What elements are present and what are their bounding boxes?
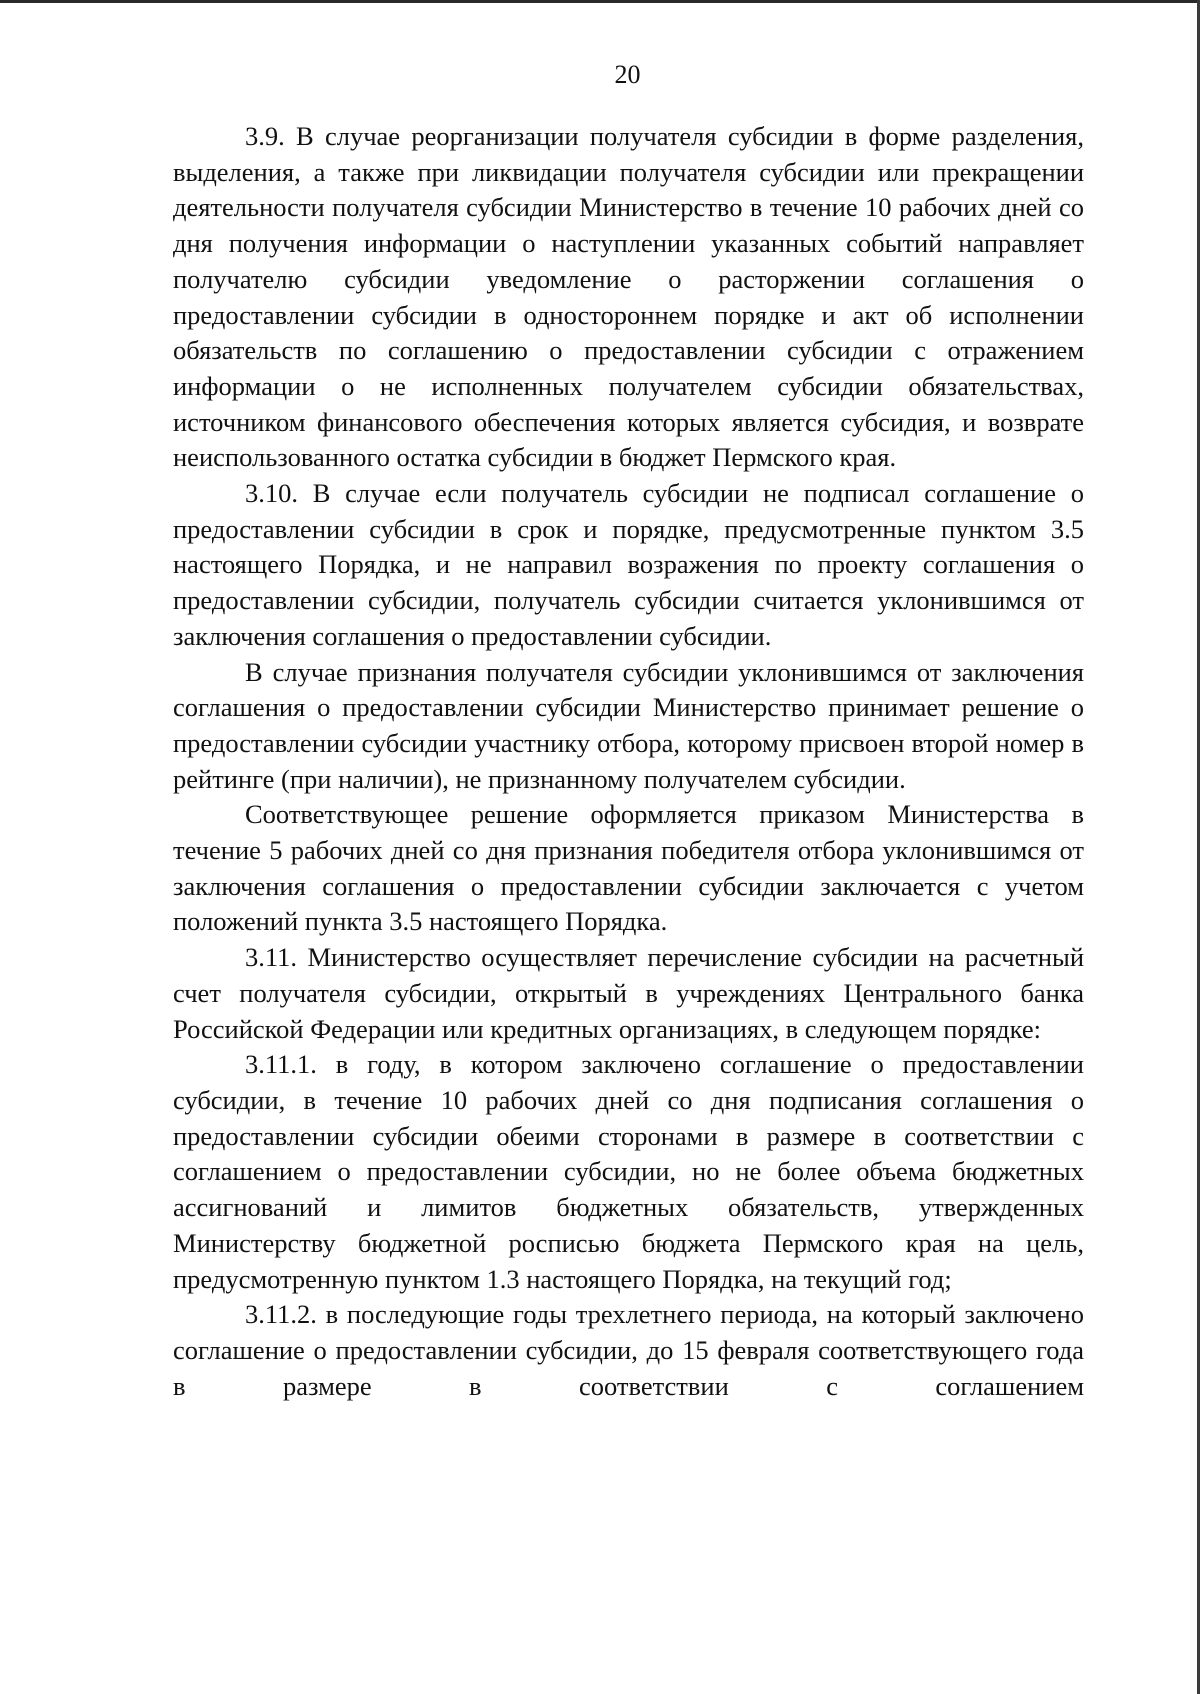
document-body [173,119,1084,1404]
paragraph-3-10-decision: Соответствующее решение оформляется приказом Министерства в течение 5 рабочих дней со дня признания победителя отбора уклонившимся от заключения соглашения о предоставлении субсидии заключается с учетом положений пункта 3.5 настоящего Порядка. [173,799,1084,937]
paragraph-3-11-1: 3.11.1. в году, в котором заключено соглашение о предоставлении субсидии, в течение 10 рабочих дней со дня подписания соглашения о предоставлении субсидии обеими сторонами в размере в соответствии с соглашением о предоставлении субсидии, но не более объема бюджетных ассигнований и лимитов бюджетных обязательств, утвержденных Министерству бюджетной росписью бюджета Пермского края на цель, предусмотренную пунктом 1.3 настоящего Порядка, на текущий год; [173,1049,1084,1294]
paragraph-3-10-refusal: В случае признания получателя субсидии уклонившимся от заключения соглашения о предоставлении субсидии Министерство принимает решение о предоставлении субсидии участнику отбора, которому присвоен второй номер в рейтинге (при наличии), не признанному получателем субсидии. [173,656,1084,794]
paragraph-3-11: 3.11. Министерство осуществляет перечисление субсидии на расчетный счет получателя субсидии, открытый в учреждениях Центрального банка Российской Федерации или кредитных организациях, в следующем порядке: [173,942,1084,1044]
paragraph-3-10: 3.10. В случае если получатель субсидии не подписал соглашение о предоставлении субсидии в срок и порядке, предусмотренные пунктом 3.5 настоящего Порядка, и не направил возражения по проекту соглашения о предоставлении субсидии, получатель субсидии считается уклонившимся от заключения соглашения о предоставлении субсидии. [173,478,1084,651]
paragraph-3-9: 3.9. В случае реорганизации получателя субсидии в форме разделения, выделения, а также при ликвидации получателя субсидии или прекращении деятельности получателя субсидии Министерство в течение 10 рабочих дней со дня получения информации о наступлении указанных событий направляет получателю субсидии уведомление о расторжении соглашения о предоставлении субсидии в одностороннем порядке и акт об исполнении обязательств по соглашению о предоставлении субсидии с отражением информации о не исполненных получателем субсидии обязательствах, источником финансового обеспечения которых является субсидия, и возврате неиспользованного остатка субсидии в бюджет Пермского края. [173,121,1084,473]
paragraph-3-11-2: 3.11.2. в последующие годы трехлетнего периода, на который заключено соглашение о предоставлении субсидии, до 15 февраля соответствующего года в размере в соответствии с соглашением [173,1299,1084,1401]
scan-border-top [0,0,1200,3]
page-number: 20 [614,60,641,89]
